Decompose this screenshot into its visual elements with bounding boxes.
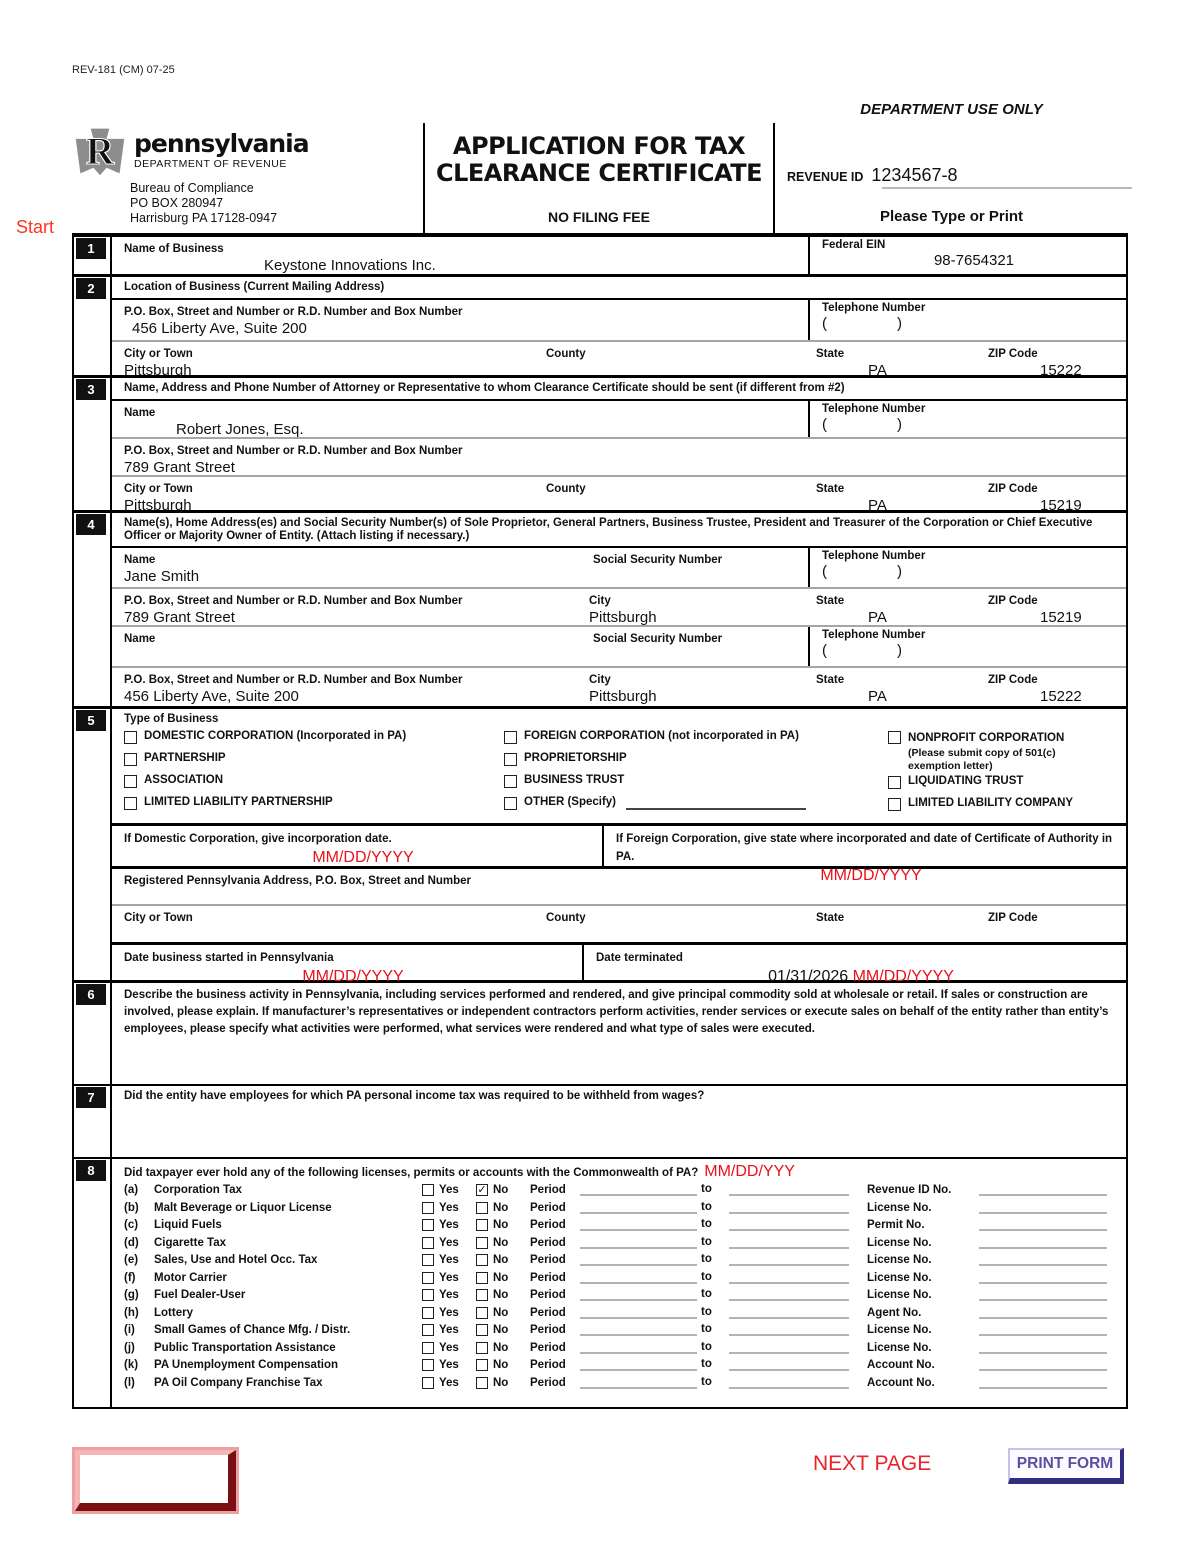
phone-label: Telephone Number (822, 403, 926, 415)
agency-block (72, 123, 423, 233)
bureau-line: Bureau of Compliance (130, 181, 254, 195)
checkbox-unchecked-icon[interactable] (476, 1254, 488, 1266)
license-row-k: (k) PA Unemployment Compensation Yes No Period to Account No. (112, 1358, 1126, 1376)
paren-close: ) (897, 642, 902, 659)
paren-open: ( (822, 642, 827, 659)
no-checkbox[interactable]: No (476, 1201, 530, 1215)
brand-department: DEPARTMENT OF REVENUE (134, 158, 287, 170)
checkbox-unchecked-icon[interactable] (422, 1272, 434, 1284)
option-domestic-corporation[interactable]: DOMESTIC CORPORATION (Incorporated in PA) (124, 728, 504, 750)
owner1-street-field[interactable]: 789 Grant Street (124, 609, 235, 626)
attorney-phone-field[interactable] (822, 416, 1126, 433)
no-checkbox[interactable]: No (476, 1288, 530, 1302)
checkbox-unchecked-icon[interactable] (888, 731, 901, 744)
period-to-field[interactable] (729, 1271, 849, 1284)
license-row-f: (f) Motor Carrier Yes No Period to License No. (112, 1271, 1126, 1289)
form-title-line2: CLEARANCE CERTIFICATE (435, 159, 762, 187)
attorney-name-label: Name (124, 407, 156, 419)
section-3 (74, 375, 1126, 514)
no-checkbox[interactable]: No (476, 1358, 530, 1372)
section-3-heading: Name, Address and Phone Number of Attorney or Representative to whom Clearance Certificate should be sent (if different from #2) (124, 382, 845, 394)
period-to-field[interactable] (729, 1218, 849, 1231)
registered-address-label: Registered Pennsylvania Address, P.O. Box, Street and Number (124, 875, 472, 887)
bureau-address (130, 181, 423, 226)
checkbox-unchecked-icon[interactable] (422, 1202, 434, 1214)
license-row-c: (c) Liquid Fuels Yes No Period to Permit No. (112, 1218, 1126, 1236)
number-field[interactable] (979, 1271, 1107, 1284)
section-2 (74, 274, 1126, 379)
state-label: State (816, 674, 845, 686)
number-field[interactable] (979, 1358, 1107, 1371)
number-field[interactable] (979, 1183, 1107, 1196)
yes-checkbox[interactable]: Yes (422, 1306, 476, 1320)
license-row-e: (e) Sales, Use and Hotel Occ. Tax Yes No Period to License No. (112, 1253, 1126, 1271)
business-city-field[interactable]: Pittsburgh (124, 362, 192, 379)
type-of-business-options (112, 726, 1126, 823)
license-row-j: (j) Public Transportation Assistance Yes No Period to License No. (112, 1341, 1126, 1359)
yes-checkbox[interactable]: Yes (422, 1288, 476, 1302)
checkbox-unchecked-icon[interactable] (476, 1219, 488, 1231)
number-field[interactable] (979, 1288, 1107, 1301)
county-label: County (546, 483, 586, 495)
yes-checkbox[interactable]: Yes (422, 1253, 476, 1267)
business-zip-field[interactable]: 15222 (1040, 362, 1082, 379)
option-partnership[interactable]: PARTNERSHIP (124, 750, 504, 772)
date-terminated-value: 01/31/2026 (768, 968, 849, 985)
form-title-line1: APPLICATION FOR TAX (452, 132, 746, 160)
pobox-line: PO BOX 280947 (130, 196, 224, 210)
foreign-certificate-date-field[interactable]: MM/DD/YYYY (820, 867, 922, 884)
section-4-heading: Name(s), Home Address(es) and Social Security Number(s) of Sole Proprietor, General Partners, Business Trustee, President and Treasurer of the Corporation or Chief Executive Officer or Majority Owner of Entity. (Attach listing if necessary.) (124, 517, 1093, 542)
city-short-label: City (589, 674, 611, 686)
section-8-question: Did taxpayer ever hold any of the following licenses, permits or accounts with the Commonwealth of PA? (124, 1167, 699, 1179)
checkbox-unchecked-icon[interactable] (124, 775, 137, 788)
section-1 (74, 237, 1126, 274)
federal-ein-field[interactable]: 98-7654321 (933, 252, 1015, 269)
section-4-number: 4 (76, 514, 106, 535)
checkbox-unchecked-icon[interactable] (888, 776, 901, 789)
checkbox-unchecked-icon[interactable] (504, 731, 517, 744)
reset-form-button[interactable] (75, 1450, 236, 1511)
checkbox-unchecked-icon[interactable] (476, 1324, 488, 1336)
business-phone-field[interactable] (822, 315, 1126, 332)
paren-close: ) (897, 315, 902, 332)
owner-name-label: Name (124, 554, 156, 566)
checkbox-unchecked-icon[interactable] (422, 1237, 434, 1249)
license-row-b: (b) Malt Beverage or Liquor License Yes No Period to License No. (112, 1201, 1126, 1219)
section-8 (74, 1157, 1126, 1407)
section-2-number: 2 (76, 278, 106, 299)
yes-checkbox[interactable]: Yes (422, 1183, 476, 1197)
period-to-field[interactable] (729, 1323, 849, 1336)
option-liquidating-trust[interactable]: LIQUIDATING TRUST (888, 773, 1126, 795)
county-label: County (546, 912, 586, 924)
number-field[interactable] (979, 1201, 1107, 1214)
option-llc[interactable]: LIMITED LIABILITY COMPANY (888, 795, 1126, 817)
period-to-field[interactable] (729, 1183, 849, 1196)
period-from-field[interactable] (580, 1218, 697, 1231)
no-checkbox-checked[interactable]: ✓ No (477, 1184, 509, 1196)
period-from-field[interactable] (580, 1341, 697, 1354)
business-state-field[interactable]: PA (868, 362, 887, 379)
period-to-field[interactable] (729, 1376, 849, 1389)
checkbox-unchecked-icon[interactable] (422, 1377, 434, 1389)
checkbox-unchecked-icon[interactable] (422, 1254, 434, 1266)
section-5-number: 5 (76, 710, 106, 731)
section-7-number: 7 (76, 1087, 106, 1108)
period-from-field[interactable] (580, 1306, 697, 1319)
attorney-name-field[interactable]: Robert Jones, Esq. (176, 421, 304, 438)
section-1-number: 1 (76, 238, 106, 259)
period-to-field[interactable] (729, 1201, 849, 1214)
city-line: Harrisburg PA 17128-0947 (130, 211, 278, 225)
license-row-d: (d) Cigarette Tax Yes No Period to License No. (112, 1236, 1126, 1254)
ssn-label: Social Security Number (593, 554, 723, 566)
period-from-field[interactable] (580, 1201, 697, 1214)
checkbox-unchecked-icon[interactable] (504, 753, 517, 766)
yes-checkbox[interactable]: Yes (422, 1236, 476, 1250)
owner2-street-field[interactable]: 456 Liberty Ave, Suite 200 (124, 688, 299, 705)
section-3-number: 3 (76, 379, 106, 400)
name-of-business-field[interactable]: Keystone Innovations Inc. (264, 257, 436, 274)
paren-open: ( (822, 563, 827, 580)
number-field[interactable] (979, 1376, 1107, 1389)
license-row-a: (a) Corporation Tax Yes ✓ No Period to Revenue ID No. (112, 1183, 1126, 1201)
section-5 (74, 706, 1126, 985)
no-checkbox[interactable]: No (476, 1271, 530, 1285)
business-street-field[interactable]: 456 Liberty Ave, Suite 200 (132, 320, 307, 337)
period-from-field[interactable] (580, 1288, 697, 1301)
form-header (72, 123, 1128, 233)
period-to-field[interactable] (729, 1341, 849, 1354)
owner1-phone-field[interactable] (822, 563, 1126, 580)
period-to-field[interactable] (729, 1236, 849, 1249)
department-use-block (775, 123, 1128, 233)
section-4 (74, 510, 1126, 706)
option-business-trust[interactable]: BUSINESS TRUST (504, 772, 888, 794)
city-label: City or Town (124, 348, 193, 360)
street-label: P.O. Box, Street and Number or R.D. Number and Box Number (124, 674, 463, 686)
yes-checkbox[interactable]: Yes (422, 1341, 476, 1355)
phone-label: Telephone Number (822, 302, 926, 314)
zip-label: ZIP Code (988, 912, 1038, 924)
next-page-button[interactable]: NEXT PAGE (813, 1452, 932, 1475)
street-label: P.O. Box, Street and Number or R.D. Number and Box Number (124, 445, 463, 457)
paren-close: ) (897, 563, 902, 580)
checkbox-unchecked-icon[interactable] (476, 1202, 488, 1214)
option-foreign-corporation[interactable]: FOREIGN CORPORATION (not incorporated in PA) (504, 728, 888, 750)
checkbox-unchecked-icon[interactable] (422, 1324, 434, 1336)
checkbox-unchecked-icon[interactable] (888, 798, 901, 811)
yes-checkbox[interactable]: Yes (422, 1358, 476, 1372)
license-row-l: (l) PA Oil Company Franchise Tax Yes No Period to Account No. (112, 1376, 1126, 1394)
checkbox-checked-icon[interactable]: ✓ (477, 1184, 487, 1196)
period-from-field[interactable] (580, 1253, 697, 1266)
nonprofit-note: (Please submit copy of 501(c) exemption letter) (908, 747, 1056, 772)
domestic-incorporation-date-label: If Domestic Corporation, give incorporation date. (124, 833, 392, 845)
section-6-number: 6 (76, 984, 106, 1005)
checkbox-unchecked-icon[interactable] (476, 1377, 488, 1389)
owner1-state-field[interactable]: PA (868, 609, 887, 626)
yes-checkbox[interactable]: Yes (422, 1376, 476, 1390)
section-2-heading: Location of Business (Current Mailing Address) (124, 281, 385, 293)
state-label: State (816, 595, 845, 607)
revenue-id-field[interactable]: 1234567-8 (871, 165, 958, 185)
section-8-number: 8 (76, 1160, 106, 1181)
form-version: REV-181 (CM) 07-25 (72, 64, 175, 76)
owner2-city-field[interactable]: Pittsburgh (589, 688, 657, 705)
period-to-field[interactable] (729, 1306, 849, 1319)
owner1-name-field[interactable]: Jane Smith (124, 568, 200, 585)
form-table (72, 233, 1128, 1409)
owner1-city-field[interactable]: Pittsburgh (589, 609, 657, 626)
date-terminated-placeholder: MM/DD/YYYY (852, 968, 954, 985)
checkbox-unchecked-icon[interactable] (422, 1219, 434, 1231)
paren-close: ) (897, 416, 902, 433)
attorney-state-field[interactable]: PA (868, 497, 887, 514)
option-association[interactable]: ASSOCIATION (124, 772, 504, 794)
period-from-field[interactable] (580, 1271, 697, 1284)
yes-checkbox[interactable]: Yes (422, 1323, 476, 1337)
option-other[interactable]: OTHER (Specify) (504, 794, 888, 816)
phone-label: Telephone Number (822, 550, 926, 562)
owner2-zip-field[interactable]: 15222 (1040, 688, 1082, 705)
ssn-label: Social Security Number (593, 633, 723, 645)
department-use-only-label: DEPARTMENT USE ONLY (860, 101, 1043, 118)
checkbox-unchecked-icon[interactable] (476, 1342, 488, 1354)
zip-label: ZIP Code (988, 348, 1038, 360)
city-label: City or Town (124, 912, 193, 924)
yes-checkbox[interactable]: Yes (422, 1218, 476, 1232)
checkbox-unchecked-icon[interactable] (422, 1289, 434, 1301)
checkbox-unchecked-icon[interactable] (124, 797, 137, 810)
type-or-print-label: Please Type or Print (879, 208, 1024, 225)
street-label: P.O. Box, Street and Number or R.D. Number and Box Number (124, 595, 463, 607)
date-started-field[interactable]: MM/DD/YYYY (302, 968, 404, 985)
date-terminated-label: Date terminated (596, 952, 683, 964)
checkbox-unchecked-icon[interactable] (476, 1289, 488, 1301)
section-8-date-placeholder[interactable]: MM/DD/YYY (704, 1163, 795, 1180)
foreign-incorporation-label: If Foreign Corporation, give state where incorporated and date of Certificate of Authority in PA. (616, 833, 1113, 863)
yes-checkbox[interactable]: Yes (422, 1201, 476, 1215)
name-of-business-label: Name of Business (124, 243, 224, 255)
period-to-field[interactable] (729, 1288, 849, 1301)
checkbox-unchecked-icon[interactable] (476, 1237, 488, 1249)
date-terminated-field[interactable] (596, 968, 1126, 986)
checkbox-unchecked-icon[interactable] (422, 1184, 434, 1196)
section-7-question: Did the entity have employees for which PA personal income tax was required to be withheld from wages? (124, 1090, 705, 1102)
owner-name-label: Name (124, 633, 156, 645)
period-from-field[interactable] (580, 1376, 697, 1389)
checkbox-unchecked-icon[interactable] (422, 1307, 434, 1319)
section-6-question: Describe the business activity in Pennsylvania, including services performed and rendered, and give principal commodity sold at wholesale or retail. If sales or construction are involved, please explain. If manufacturer’s representatives or independent contractors perform activities, render services or execute sales on behalf of the entity rather than entity’s employees, please specify what activities were performed, what services were rendered and what type of sales were executed. (124, 989, 1109, 1035)
zip-label: ZIP Code (988, 483, 1038, 495)
checkbox-unchecked-icon[interactable] (504, 797, 517, 810)
no-checkbox[interactable]: No (476, 1253, 530, 1267)
no-checkbox[interactable]: No (476, 1218, 530, 1232)
no-checkbox[interactable]: No (476, 1376, 530, 1390)
type-of-business-heading: Type of Business (124, 713, 219, 725)
form-title-block (423, 123, 775, 233)
no-checkbox[interactable]: No (476, 1341, 530, 1355)
number-field[interactable] (979, 1218, 1107, 1231)
checkbox-unchecked-icon[interactable] (476, 1272, 488, 1284)
paren-open: ( (822, 416, 827, 433)
city-short-label: City (589, 595, 611, 607)
owner2-phone-field[interactable] (822, 642, 1126, 659)
street-label: P.O. Box, Street and Number or R.D. Number and Box Number (124, 306, 463, 318)
license-row-g: (g) Fuel Dealer-User Yes No Period to License No. (112, 1288, 1126, 1306)
county-label: County (546, 348, 586, 360)
start-annotation: Start (16, 217, 55, 237)
period-to-field[interactable] (729, 1358, 849, 1371)
print-form-button[interactable]: PRINT FORM (1008, 1448, 1124, 1484)
pa-keystone-logo-icon (72, 123, 128, 179)
state-label: State (816, 912, 845, 924)
brand-name: pennsylvania (134, 129, 309, 158)
option-proprietorship[interactable]: PROPRIETORSHIP (504, 750, 888, 772)
no-checkbox[interactable]: No (476, 1323, 530, 1337)
other-specify-field[interactable] (626, 794, 806, 810)
attorney-street-field[interactable]: 789 Grant Street (124, 459, 235, 476)
city-label: City or Town (124, 483, 193, 495)
number-field[interactable] (979, 1253, 1107, 1266)
attorney-city-field[interactable]: Pittsburgh (124, 497, 192, 514)
number-field[interactable] (979, 1323, 1107, 1336)
zip-label: ZIP Code (988, 595, 1038, 607)
zip-label: ZIP Code (988, 674, 1038, 686)
option-nonprofit-corporation[interactable]: NONPROFIT CORPORATION (Please submit copy of 501(c) exemption letter) (888, 728, 1126, 773)
date-started-label: Date business started in Pennsylvania (124, 952, 334, 964)
state-label: State (816, 483, 845, 495)
license-row-h: (h) Lottery Yes No Period to Agent No. (112, 1306, 1126, 1324)
checkbox-unchecked-icon[interactable] (504, 775, 517, 788)
period-from-field[interactable] (580, 1358, 697, 1371)
checkbox-unchecked-icon[interactable] (422, 1342, 434, 1354)
phone-label: Telephone Number (822, 629, 926, 641)
checkbox-unchecked-icon[interactable] (476, 1359, 488, 1371)
option-llp[interactable]: LIMITED LIABILITY PARTNERSHIP (124, 794, 504, 816)
section-7 (74, 1084, 1126, 1157)
license-row-i: (i) Small Games of Chance Mfg. / Distr. Yes No Period to License No. (112, 1323, 1126, 1341)
state-label: State (816, 348, 845, 360)
federal-ein-label: Federal EIN (822, 239, 886, 251)
yes-checkbox[interactable]: Yes (422, 1271, 476, 1285)
checkbox-unchecked-icon[interactable] (124, 731, 137, 744)
period-from-field[interactable] (580, 1323, 697, 1336)
paren-open: ( (822, 315, 827, 332)
no-checkbox[interactable]: No (476, 1306, 530, 1320)
checkbox-unchecked-icon[interactable] (124, 753, 137, 766)
period-from-field[interactable] (580, 1236, 697, 1249)
owner1-zip-field[interactable]: 15219 (1040, 609, 1082, 626)
attorney-zip-field[interactable]: 15219 (1040, 497, 1082, 514)
number-field[interactable] (979, 1341, 1107, 1354)
checkbox-unchecked-icon[interactable] (422, 1359, 434, 1371)
no-filing-fee-label: NO FILING FEE (548, 209, 650, 225)
owner2-state-field[interactable]: PA (868, 688, 887, 705)
number-field[interactable] (979, 1306, 1107, 1319)
checkbox-unchecked-icon[interactable] (476, 1307, 488, 1319)
no-checkbox[interactable]: No (476, 1236, 530, 1250)
period-to-field[interactable] (729, 1253, 849, 1266)
logo-letter: R (85, 130, 115, 174)
section-6 (74, 980, 1126, 1084)
period-from-field[interactable] (580, 1183, 697, 1196)
revenue-id-underline (882, 187, 1132, 189)
number-field[interactable] (979, 1236, 1107, 1249)
domestic-incorporation-date-field[interactable]: MM/DD/YYYY (312, 849, 414, 866)
revenue-id-label: REVENUE ID (787, 170, 864, 184)
